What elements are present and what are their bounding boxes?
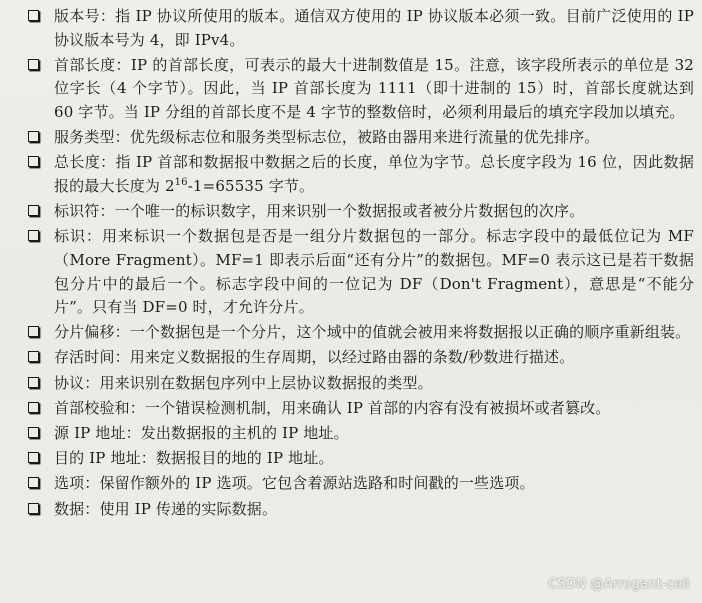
list-item-version xyxy=(28,5,694,52)
list-item-text: 协议：用来识别在数据包序列中上层协议数据报的类型。 xyxy=(54,373,433,392)
list-item-text: 标识：用来标识一个数据包是否是一组分片数据包的一部分。标志字段中的最低位记为 MF（More Fragment）。MF=1 即表示后面“还有分片”的数据包。MF=0 表示这已是若干数据包分片中的最后一个。标志字段中间的一位记为 DF（Don't Fragment），意思是“不能分片”。只有当 DF=0 时，才允许分片。 xyxy=(54,227,694,317)
list-item-total-length xyxy=(28,151,694,198)
list-item-text: 存活时间：用来定义数据报的生存周期，以经过路由器的条数/秒数进行描述。 xyxy=(54,348,575,367)
list-item-text: 总长度：指 IP 首部和数据报中数据之后的长度，单位为字节。总长度字段为 16 位，因此数据报的最大长度为 2 xyxy=(54,153,694,195)
ip-header-field-list xyxy=(28,5,694,523)
list-item-text: 标识符：一个唯一的标识数字，用来识别一个数据报或者被分片数据包的次序。 xyxy=(54,202,585,221)
csdn-watermark: CSDN @Arrogant-cell xyxy=(548,577,690,592)
list-item-text: 源 IP 地址：发出数据报的主机的 IP 地址。 xyxy=(54,424,349,443)
checkbox-bullet-icon xyxy=(28,131,39,142)
list-item-flags xyxy=(28,225,694,319)
list-item-text: 分片偏移：一个数据包是一个分片，这个域中的值就会被用来将数据报以正确的顺序重新组装。 xyxy=(54,323,691,342)
checkbox-bullet-icon xyxy=(28,59,39,70)
list-item-checksum xyxy=(28,397,694,421)
checkbox-bullet-icon xyxy=(28,326,39,337)
list-item-options xyxy=(28,472,694,496)
list-item-fragment-offset xyxy=(28,321,694,345)
list-item-ttl xyxy=(28,346,694,370)
checkbox-bullet-icon xyxy=(28,377,39,388)
list-item-text: 目的 IP 地址：数据报目的地的 IP 地址。 xyxy=(54,449,334,468)
checkbox-bullet-icon xyxy=(28,503,39,514)
list-item-source-ip xyxy=(28,422,694,446)
checkbox-bullet-icon xyxy=(28,230,39,241)
list-item-text: 首部长度：IP 的首部长度，可表示的最大十进制数值是 15。注意，该字段所表示的单位是 32 位字长（4 个字节）。因此，当 IP 首部长度为 1111（即十进制的 15）时，首部长度就达到 60 字节。当 IP 分组的首部长度不是 4 字节的整数倍时，必须利用最后的填充字段加以填充。 xyxy=(54,55,694,121)
list-item-text: 选项：保留作额外的 IP 选项。它包含着源站选路和时间戳的一些选项。 xyxy=(54,474,535,493)
list-item-identifier xyxy=(28,200,694,224)
list-item-text: 首部校验和：一个错误检测机制，用来确认 IP 首部的内容有没有被损坏或者篡改。 xyxy=(54,398,611,417)
checkbox-bullet-icon xyxy=(28,402,39,413)
list-item-data xyxy=(28,498,694,522)
list-item-text-tail: -1=65535 字节。 xyxy=(187,176,315,195)
list-item-text: 数据：使用 IP 传递的实际数据。 xyxy=(54,499,278,518)
list-item-text: 服务类型：优先级标志位和服务类型标志位，被路由器用来进行流量的优先排序。 xyxy=(54,128,600,147)
list-item-header-length xyxy=(28,54,694,125)
exponent: 16 xyxy=(174,176,188,188)
checkbox-bullet-icon xyxy=(28,427,39,438)
list-item-destination-ip xyxy=(28,447,694,471)
list-item-text: 版本号：指 IP 协议所使用的版本。通信双方使用的 IP 协议版本必须一致。目前广泛使用的 IP 协议版本号为 4，即 IPv4。 xyxy=(54,7,694,49)
checkbox-bullet-icon xyxy=(28,477,39,488)
list-item-protocol xyxy=(28,372,694,396)
checkbox-bullet-icon xyxy=(28,452,39,463)
checkbox-bullet-icon xyxy=(28,10,39,21)
checkbox-bullet-icon xyxy=(28,351,39,362)
checkbox-bullet-icon xyxy=(28,205,39,216)
list-item-service-type xyxy=(28,126,694,150)
checkbox-bullet-icon xyxy=(28,156,39,167)
